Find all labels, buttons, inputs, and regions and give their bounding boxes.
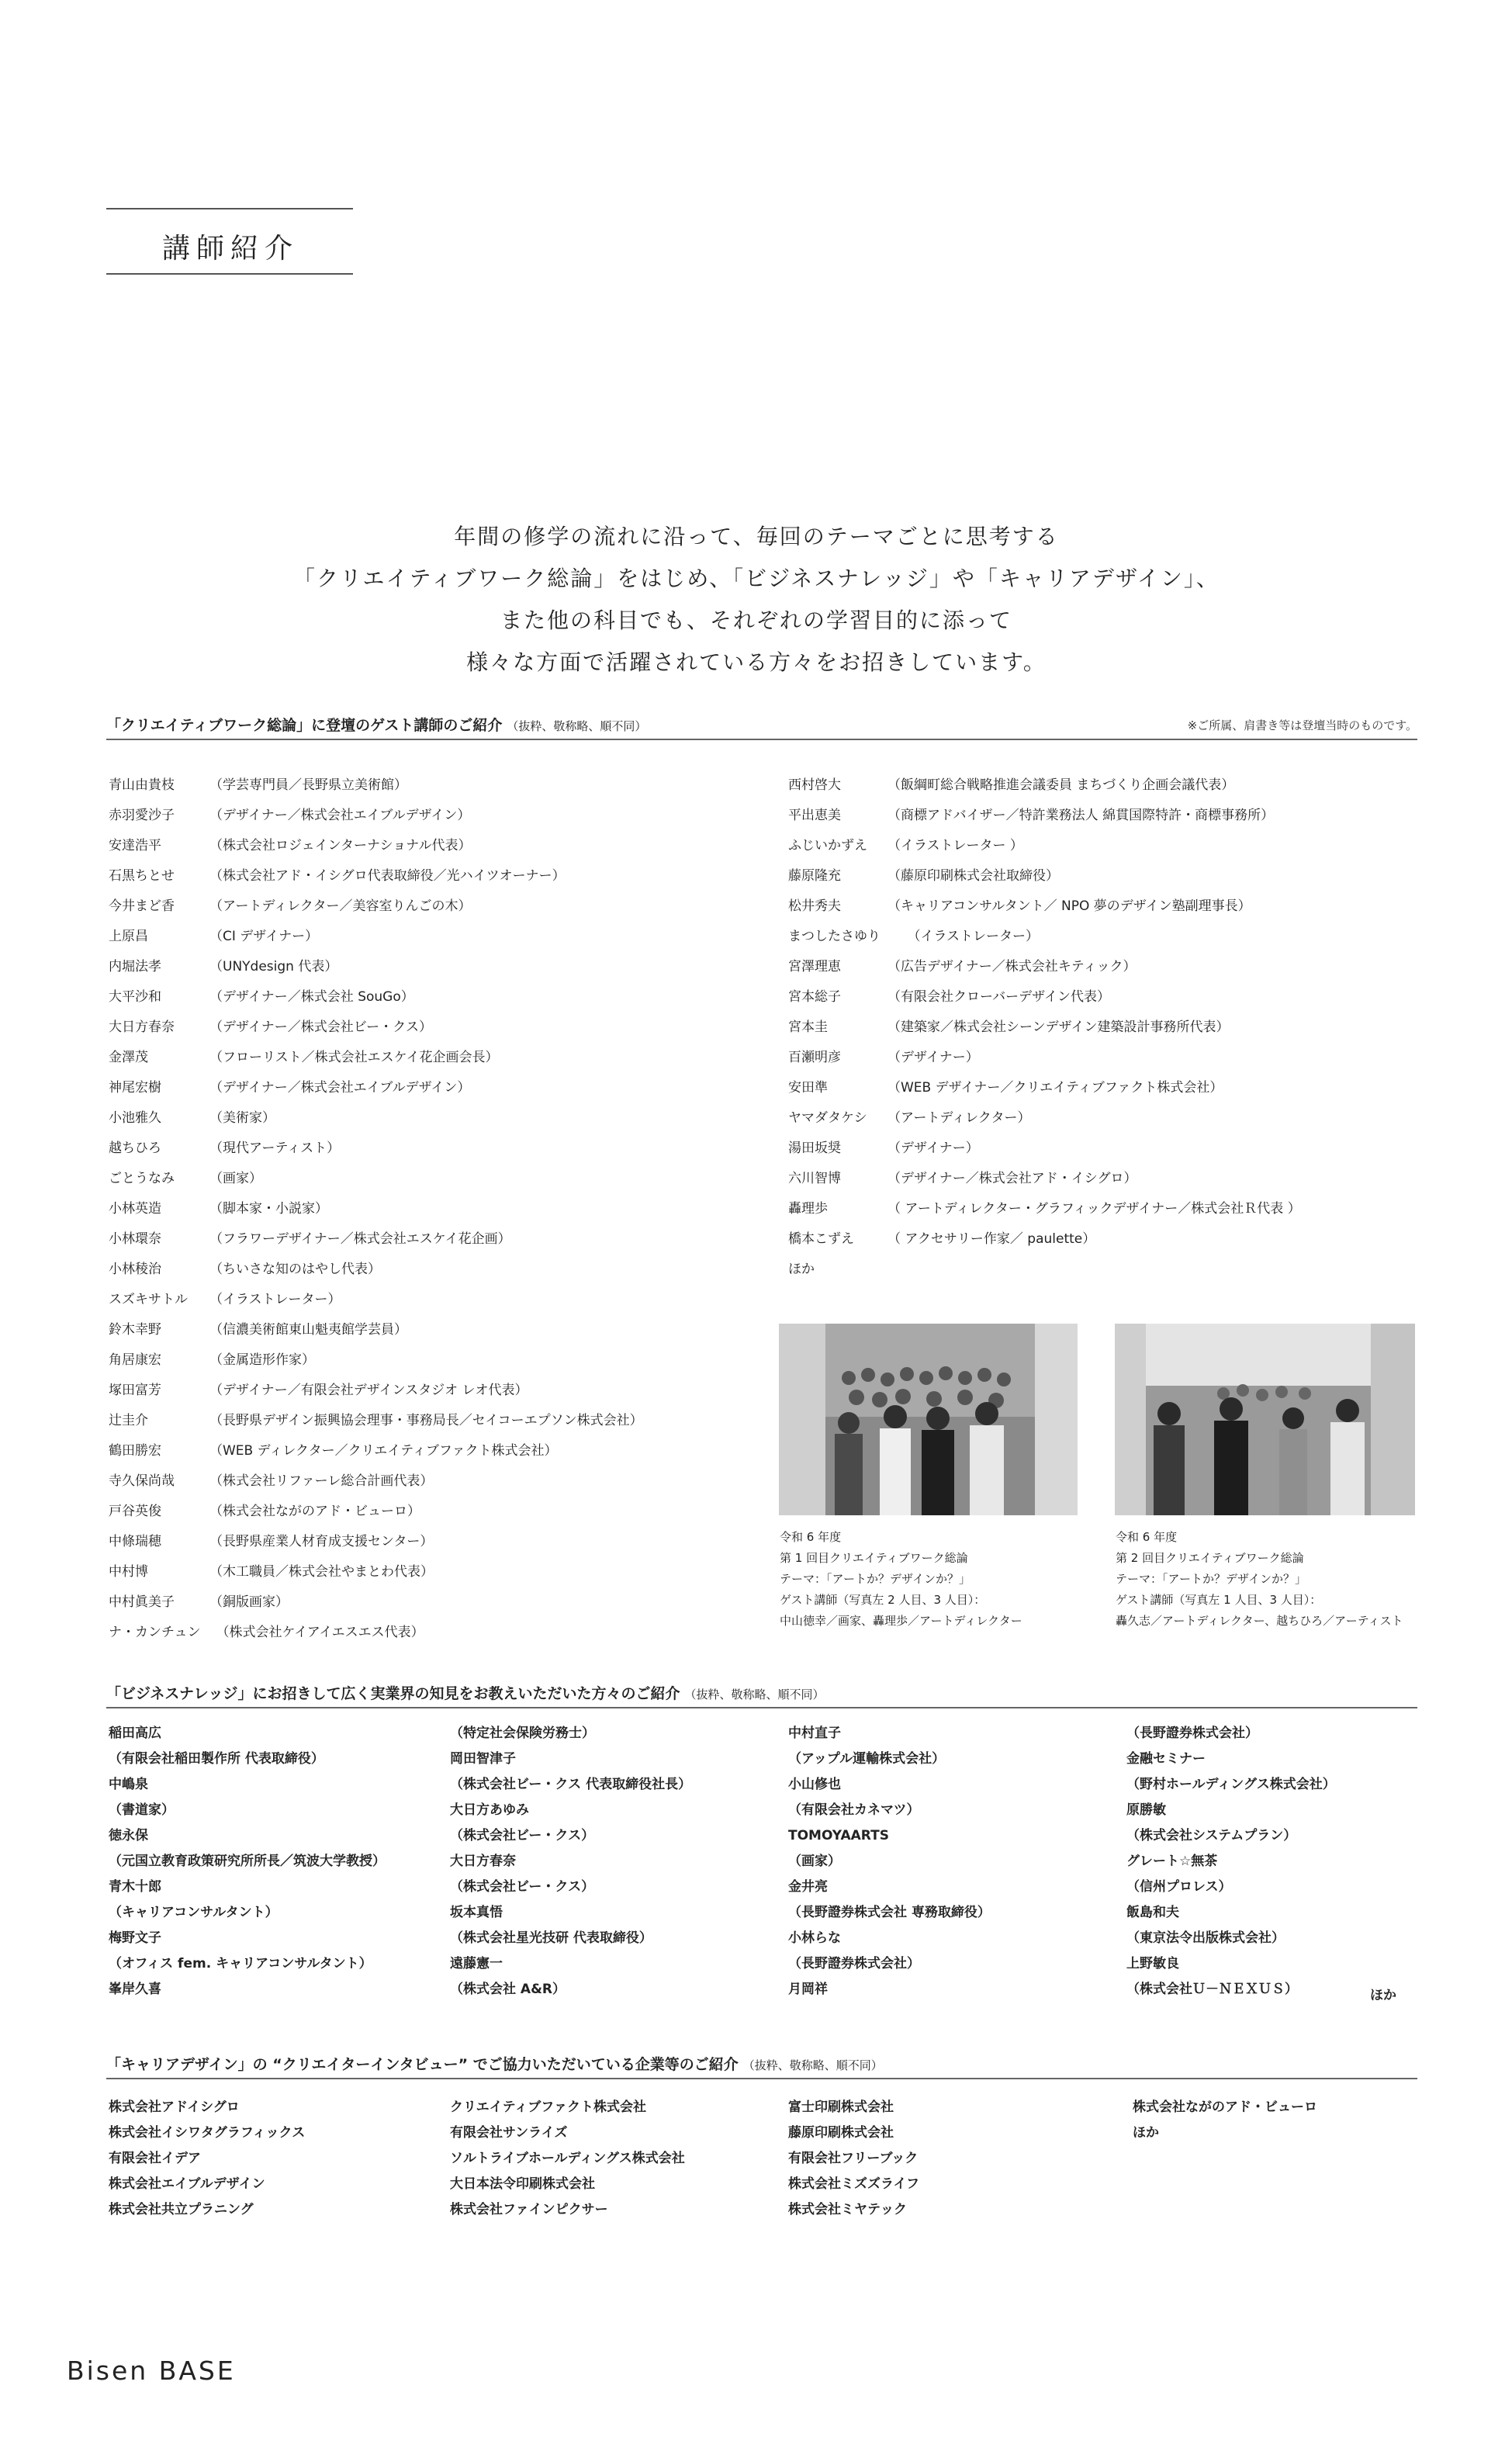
list-column: [450, 1721, 691, 2003]
guest-role: （デザイナー／株式会社エイブルデザイン）: [209, 1080, 471, 1096]
list-item: （株式会社ビー・クス）: [450, 1879, 595, 1895]
guest-name: 戸谷英俊: [109, 1504, 161, 1519]
guest-row: [788, 1161, 1301, 1192]
page-title-box: [106, 208, 353, 275]
guest-name: 辻圭介: [109, 1413, 148, 1428]
list-item: 株式会社イシワタグラフィックス: [109, 2125, 306, 2141]
guest-role: （現代アーティスト）: [209, 1141, 341, 1156]
guest-row: [109, 1615, 643, 1646]
guest-row: [788, 829, 1301, 859]
caption-line: 令和 6 年度: [1116, 1530, 1178, 1544]
guest-role: （UNYdesign 代表）: [209, 959, 338, 974]
guest-role: （長野県産業人材育成支援センター）: [209, 1534, 434, 1549]
list-item: （キャリアコンサルタント）: [109, 1905, 279, 1920]
guest-name: 上原昌: [109, 929, 148, 944]
section2-heading: 「ビジネスナレッジ」にお招きして広く実業界の知見をお教えいただいた方々のご紹介: [106, 1685, 680, 1702]
guest-role: （ アクセサリー作家／ paulette）: [887, 1231, 1096, 1247]
guest-row: [109, 889, 643, 919]
list-item: 株式会社ミズズライフ: [788, 2176, 919, 2192]
guest-row: [788, 980, 1301, 1010]
guest-row: [109, 768, 643, 798]
list-column: [109, 1721, 386, 2003]
guest-name: ふじいかずえ: [788, 838, 867, 853]
section2-note: （抜粋、敬称略、順不同）: [684, 1688, 825, 1701]
guest-name: 橋本こずえ: [788, 1231, 854, 1247]
guest-name: 中村博: [109, 1564, 148, 1580]
list-item: 上野敏良: [1126, 1956, 1179, 1971]
guest-row: [109, 1283, 643, 1313]
list-item: 月岡祥: [788, 1982, 828, 1997]
guest-role: （アートディレクター／美容室りんごの木）: [209, 898, 472, 914]
guest-name: 宮本圭: [788, 1019, 828, 1035]
guest-name: 金澤茂: [109, 1050, 148, 1065]
guest-name: 鶴田勝宏: [109, 1443, 161, 1459]
list-column: [109, 2095, 305, 2223]
list-item: （野村ホールディングス株式会社）: [1126, 1777, 1336, 1792]
list-column: [1126, 1721, 1336, 2003]
page-title: 講師紹介: [162, 233, 299, 265]
caption-line: 轟久志／アートディレクター、越ちひろ／アーティスト: [1116, 1614, 1403, 1628]
guest-role: （有限会社クローバーデザイン代表）: [887, 989, 1110, 1005]
guest-role: （長野県デザイン振興協会理事・事務局長／セイコーエプソン株式会社）: [209, 1413, 643, 1428]
guest-role: （デザイナー／株式会社アド・イシグロ）: [887, 1171, 1137, 1186]
list-item: （株式会社星光技研 代表取締役）: [450, 1930, 652, 1946]
list-item: （株式会社ビー・クス）: [450, 1828, 595, 1843]
list-item: （画家）: [788, 1854, 841, 1869]
guest-name: 小林稜治: [109, 1262, 161, 1277]
guest-role: （キャリアコンサルタント／ NPO 夢のデザイン塾副理事長）: [887, 898, 1251, 914]
guest-role: （デザイナー／有限会社デザインスタジオ レオ代表）: [209, 1383, 528, 1398]
section3-note: （抜粋、敬称略、順不同）: [742, 2058, 883, 2072]
guest-role: （株式会社リファーレ総合計画代表）: [209, 1473, 434, 1489]
list-item: （書道家）: [109, 1802, 175, 1818]
list-item: 遠藤憲一: [450, 1956, 503, 1971]
business-knowledge-list: [109, 1721, 1427, 2008]
guest-name: ナ・カンチュン: [109, 1625, 201, 1640]
list-item: 青木十郎: [109, 1879, 161, 1895]
guest-row: [788, 1192, 1301, 1222]
guest-name: 安田準: [788, 1080, 828, 1096]
list-column: [788, 1721, 991, 2003]
list-item: 小林らな: [788, 1930, 841, 1946]
guest-row: [109, 919, 643, 950]
section3-heading: 「キャリアデザイン」の “クリエイターインタビュー” でご協力いただいている企業等のご紹介: [106, 2056, 739, 2073]
photo2-caption: [1116, 1527, 1403, 1632]
guest-role: （広告デザイナー／株式会社キティック）: [887, 959, 1137, 974]
caption-line: 令和 6 年度: [780, 1530, 842, 1544]
guest-role: （フローリスト／株式会社エスケイ花企画会長）: [209, 1050, 499, 1065]
list-item: ほか: [1133, 2125, 1159, 2141]
guest-row: [788, 798, 1301, 829]
guest-name: 西村啓大: [788, 777, 841, 793]
list-item: 株式会社エイブルデザイン: [109, 2176, 265, 2192]
list-item: 株式会社ながのアド・ビューロ: [1133, 2100, 1317, 2115]
intro-line: 「クリエイティブワーク総論」をはじめ、「ビジネスナレッジ」や「キャリアデザイン」、: [293, 566, 1220, 591]
guest-name: 寺久保尚哉: [109, 1473, 175, 1489]
list-item: TOMOYAARTS: [788, 1828, 889, 1843]
caption-line: テーマ：「アートか？デザインか？」: [780, 1572, 971, 1586]
list-item: （アップル運輸株式会社）: [788, 1751, 946, 1767]
guest-name: ヤマダタケシ: [788, 1110, 867, 1126]
section1-heading: 「クリエイティブワーク総論」に登壇のゲスト講師のご紹介: [106, 717, 503, 734]
guest-role: （デザイナー）: [887, 1050, 979, 1065]
guest-role: （WEB デザイナー／クリエイティブファクト株式会社）: [887, 1080, 1223, 1096]
guest-role: （株式会社ロジェインターナショナル代表）: [209, 838, 472, 853]
guest-row: [109, 1010, 643, 1040]
guest-row: [109, 1192, 643, 1222]
guest-name: 百瀬明彦: [788, 1050, 841, 1065]
list-item: 有限会社サンライズ: [450, 2125, 568, 2141]
guest-name: 青山由貴枝: [109, 777, 175, 793]
guest-role: （CI デザイナー）: [209, 929, 319, 944]
list-column: [450, 2095, 685, 2223]
caption-line: 第 2 回目クリエイティブワーク総論: [1116, 1551, 1304, 1565]
guest-row: [788, 1071, 1301, 1101]
list-item: （有限会社稲田製作所 代表取締役）: [109, 1751, 324, 1767]
list-item: （長野證券株式会社 専務取締役）: [788, 1905, 991, 1920]
guest-row: [109, 1071, 643, 1101]
caption-line: テーマ：「アートか？デザインか？」: [1116, 1572, 1307, 1586]
list-item: 梅野文子: [109, 1930, 161, 1946]
list-item: 金融セミナー: [1126, 1751, 1206, 1767]
guest-role: （画家）: [209, 1171, 262, 1186]
guest-row: [788, 1010, 1301, 1040]
guest-name: 小林英造: [109, 1201, 161, 1217]
list-item: 原勝敏: [1126, 1802, 1166, 1818]
list-item: クリエイティブファクト株式会社: [450, 2100, 646, 2115]
guest-role: （WEB ディレクター／クリエイティブファクト株式会社）: [209, 1443, 558, 1459]
guest-list-right: [788, 768, 1301, 1283]
guest-name: 大平沙和: [109, 989, 161, 1005]
guest-name: 今井まど香: [109, 898, 175, 914]
list-item: 徳永保: [109, 1828, 148, 1843]
guest-row: [109, 1040, 643, 1071]
footer-brand: Bisen BASE: [67, 2356, 236, 2386]
guest-role: （デザイナー）: [887, 1141, 979, 1156]
list-item: 株式会社ファインピクサー: [450, 2202, 608, 2217]
list-item: （東京法令出版株式会社）: [1126, 1930, 1285, 1946]
guest-row: [788, 950, 1301, 980]
intro-line: また他の科目でも、それぞれの学習目的に添って: [500, 608, 1012, 633]
guest-row: [109, 859, 643, 889]
guest-name: 松井秀夫: [788, 898, 841, 914]
section1-right-note: ※ご所属、肩書き等は登壇当時のものです。: [1187, 718, 1417, 732]
guest-role: （銅版画家）: [209, 1594, 289, 1610]
guest-role: （アートディレクター）: [887, 1110, 1031, 1126]
guest-role: （飯綱町総合戦略推進会議委員 まちづくり企画会議代表）: [887, 777, 1235, 793]
guest-role: （商標アドバイザー／特許業務法人 綿貫国際特許・商標事務所）: [887, 808, 1275, 823]
list-item: （元国立教育政策研究所所長／筑波大学教授）: [109, 1854, 386, 1869]
guest-name: 大日方春奈: [109, 1019, 175, 1035]
list-item: 小山修也: [788, 1777, 841, 1792]
guest-row: [109, 1404, 643, 1434]
guest-row: [109, 1494, 643, 1525]
guest-row: [109, 950, 643, 980]
guest-role: （イラストレーター ）: [887, 838, 1023, 853]
photo1-caption: [780, 1527, 1022, 1632]
list-item: グレート☆無茶: [1126, 1854, 1218, 1869]
guest-role: （株式会社ながのアド・ビューロ）: [209, 1504, 420, 1519]
list-column: [788, 2095, 919, 2223]
guest-name: 塚田富芳: [109, 1383, 161, 1398]
guest-row: [109, 798, 643, 829]
caption-line: ゲスト講師（写真左 2 人目、3 人目）：: [780, 1593, 986, 1607]
guest-name: まつしたさゆり: [788, 929, 881, 944]
guest-photo-1: [779, 1324, 1078, 1515]
caption-line: ゲスト講師（写真左 1 人目、3 人目）：: [1116, 1593, 1322, 1607]
list-item: （長野證券株式会社）: [1126, 1726, 1258, 1741]
list-column: [1133, 2095, 1317, 2146]
list-item: 有限会社イデア: [109, 2151, 201, 2166]
guest-row: [109, 1131, 643, 1161]
list-item: 大日本法令印刷株式会社: [450, 2176, 595, 2192]
guest-row: [788, 1222, 1301, 1252]
guest-role: （フラワーデザイナー／株式会社エスケイ花企画）: [209, 1231, 511, 1247]
list-item: 大日方春奈: [450, 1854, 516, 1869]
guest-name: 六川智博: [788, 1171, 841, 1186]
guest-name: 湯田坂奨: [788, 1141, 841, 1156]
guest-row: [788, 1101, 1301, 1131]
guest-role: （建築家／株式会社シーンデザイン建築設計事務所代表）: [887, 1019, 1230, 1035]
list-item: 飯島和夫: [1126, 1905, 1179, 1920]
guest-name: 内堀法孝: [109, 959, 161, 974]
guest-role: （株式会社ケイアイエスエス代表）: [209, 1625, 424, 1640]
guest-row: [109, 1525, 643, 1555]
guest-role: （美術家）: [209, 1110, 275, 1126]
guest-row: [788, 1252, 1301, 1283]
guest-role: （脚本家・小説家）: [209, 1201, 328, 1217]
guest-row: [788, 889, 1301, 919]
guest-row: [788, 859, 1301, 889]
guest-row: [109, 1343, 643, 1373]
guest-role: （金属造形作家）: [209, 1352, 315, 1368]
guest-row: [788, 768, 1301, 798]
section1-header: [106, 714, 1417, 740]
list-item: 岡田智津子: [450, 1751, 516, 1767]
list-item: （株式会社システムプラン）: [1126, 1828, 1297, 1843]
guest-name: 中條瑞穂: [109, 1534, 161, 1549]
guest-role: （株式会社アド・イシグロ代表取締役／光ハイツオーナー）: [209, 868, 566, 884]
section2-header: [106, 1682, 1417, 1708]
guest-row: [109, 1252, 643, 1283]
guest-role: （ アートディレクター・グラフィックデザイナー／株式会社Ｒ代表 ）: [887, 1201, 1301, 1217]
guest-row: [109, 1585, 643, 1615]
list-item: 峯岸久喜: [109, 1982, 161, 1997]
guest-row: [109, 1373, 643, 1404]
guest-name: 赤羽愛沙子: [109, 808, 175, 823]
guest-row: [109, 1464, 643, 1494]
guest-name: 越ちひろ: [109, 1141, 161, 1156]
guest-name: 宮澤理恵: [788, 959, 841, 974]
list-item: 株式会社共立プラニング: [109, 2202, 254, 2217]
guest-row: [109, 1555, 643, 1585]
career-design-company-list: [109, 2095, 1427, 2250]
guest-role: （信濃美術館東山魁夷館学芸員）: [209, 1322, 407, 1338]
caption-line: 第 1 回目クリエイティブワーク総論: [780, 1551, 968, 1565]
list-item: 中嶋泉: [109, 1777, 148, 1792]
guest-name: ほか: [788, 1262, 815, 1277]
list-item: （長野證券株式会社）: [788, 1956, 920, 1971]
guest-row: [109, 1313, 643, 1343]
guest-row: [109, 829, 643, 859]
intro-line: 様々な方面で活躍されている方々をお招きしています。: [466, 649, 1047, 675]
guest-row: [109, 980, 643, 1010]
list-item: ソルトライブホールディングス株式会社: [450, 2151, 685, 2166]
list-item: 中村直子: [788, 1726, 841, 1741]
list-item: （株式会社ビー・クス 代表取締役社長）: [450, 1777, 692, 1792]
guest-role: （ちいさな知のはやし代表）: [209, 1262, 381, 1277]
guest-name: 中村眞美子: [109, 1594, 175, 1610]
section2-hoka: ほか: [1370, 1988, 1396, 2003]
caption-line: 中山徳幸／画家、轟理歩／アートディレクター: [780, 1614, 1022, 1628]
guest-name: 平出恵美: [788, 808, 841, 823]
guest-name: 小林環奈: [109, 1231, 161, 1247]
guest-row: [109, 1101, 643, 1131]
section1-note: （抜粋、敬称略、順不同）: [507, 719, 647, 733]
list-item: （株式会社 A&R）: [450, 1982, 566, 1997]
list-item: （有限会社カネマツ）: [788, 1802, 920, 1818]
list-item: 有限会社フリーブック: [788, 2151, 919, 2166]
list-item: （株式会社Ｕ－ＮＥＸＵＳ）: [1126, 1982, 1298, 1997]
intro-line: 年間の修学の流れに沿って、毎回のテーマごとに思考する: [454, 524, 1059, 549]
guest-name: 轟理歩: [788, 1201, 828, 1217]
guest-row: [788, 1040, 1301, 1071]
list-item: 株式会社アドイシグロ: [109, 2100, 240, 2115]
guest-list-left: [109, 768, 643, 1646]
section3-header: [106, 2053, 1417, 2079]
guest-name: スズキサトル: [109, 1292, 188, 1307]
guest-role: （イラストレーター）: [209, 1292, 341, 1307]
guest-role: （デザイナー／株式会社ビー・クス）: [209, 1019, 432, 1035]
guest-role: （イラストレーター）: [887, 929, 1039, 944]
guest-row: [788, 919, 1301, 950]
guest-role: （木工職員／株式会社やまとわ代表）: [209, 1564, 434, 1580]
list-item: 株式会社ミヤテック: [788, 2202, 907, 2217]
guest-row: [788, 1131, 1301, 1161]
guest-name: 角居康宏: [109, 1352, 161, 1368]
guest-row: [109, 1222, 643, 1252]
list-item: 大日方あゆみ: [450, 1802, 529, 1818]
guest-role: （デザイナー／株式会社 SouGo）: [209, 989, 414, 1005]
guest-name: 宮本総子: [788, 989, 841, 1005]
list-item: 富士印刷株式会社: [788, 2100, 894, 2115]
list-item: 金井亮: [788, 1879, 828, 1895]
guest-name: 鈴木幸野: [109, 1322, 161, 1338]
list-item: 坂本真悟: [450, 1905, 503, 1920]
guest-name: 石黒ちとせ: [109, 868, 175, 884]
list-item: 藤原印刷株式会社: [788, 2125, 894, 2141]
list-item: （特定社会保険労務士）: [450, 1726, 595, 1741]
guest-role: （学芸専門員／長野県立美術館）: [209, 777, 407, 793]
guest-name: ごとうなみ: [109, 1171, 175, 1186]
guest-name: 藤原隆充: [788, 868, 841, 884]
guest-photo-2: [1115, 1324, 1415, 1515]
guest-row: [109, 1161, 643, 1192]
guest-role: （デザイナー／株式会社エイブルデザイン）: [209, 808, 471, 823]
list-item: 稲田高広: [109, 1726, 161, 1741]
guest-role: （藤原印刷株式会社取締役）: [887, 868, 1059, 884]
guest-name: 小池雅久: [109, 1110, 161, 1126]
intro-text: [233, 516, 1280, 684]
guest-name: 神尾宏樹: [109, 1080, 161, 1096]
list-item: （信州プロレス）: [1126, 1879, 1232, 1895]
list-item: （オフィス fem. キャリアコンサルタント）: [109, 1956, 372, 1971]
guest-row: [109, 1434, 643, 1464]
guest-name: 安達浩平: [109, 838, 161, 853]
